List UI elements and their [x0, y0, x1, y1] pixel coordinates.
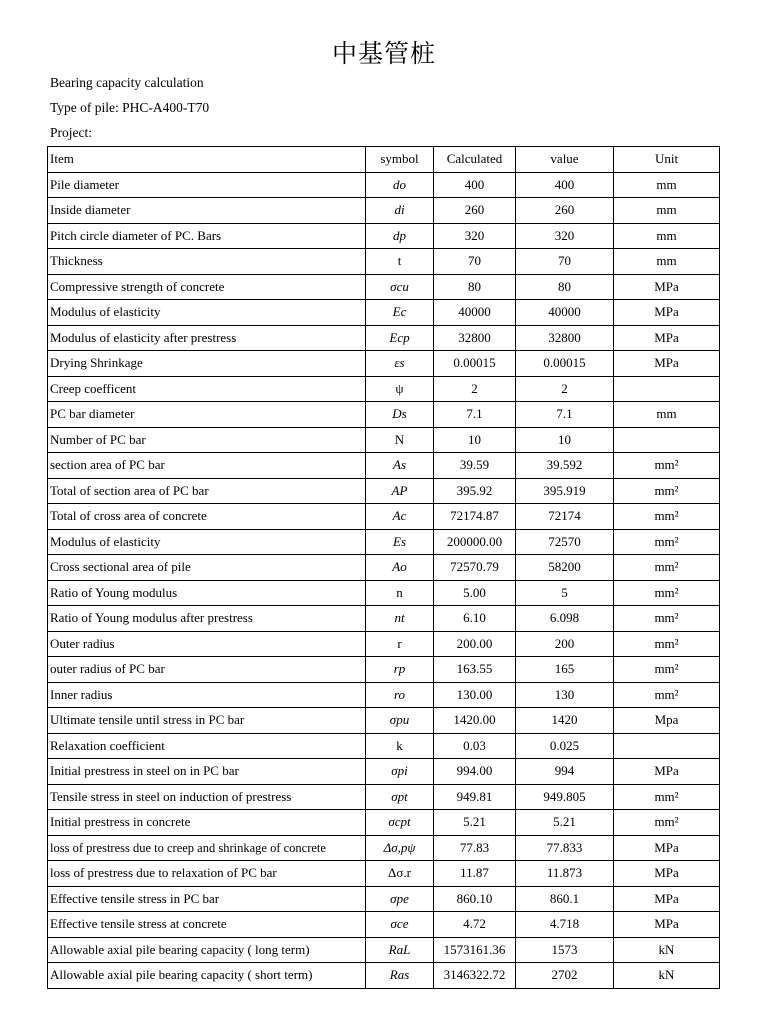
- cell-symbol: di: [366, 198, 434, 224]
- col-header-symbol: symbol: [366, 147, 434, 173]
- cell-symbol: σce: [366, 912, 434, 938]
- cell-symbol: Ac: [366, 504, 434, 530]
- cell-calculated: 130.00: [434, 682, 516, 708]
- cell-unit: mm²: [614, 478, 720, 504]
- cell-item: Compressive strength of concrete: [48, 274, 366, 300]
- cell-symbol: Ec: [366, 300, 434, 326]
- cell-calculated: 1420.00: [434, 708, 516, 734]
- cell-item: Modulus of elasticity: [48, 300, 366, 326]
- cell-calculated: 949.81: [434, 784, 516, 810]
- cell-symbol: t: [366, 249, 434, 275]
- table-row: [48, 580, 720, 606]
- cell-symbol: Ao: [366, 555, 434, 581]
- cell-value: 4.718: [516, 912, 614, 938]
- cell-unit: MPa: [614, 351, 720, 377]
- cell-symbol: nt: [366, 606, 434, 632]
- cell-unit: mm²: [614, 657, 720, 683]
- cell-unit: mm²: [614, 682, 720, 708]
- cell-item: Effective tensile stress at concrete: [48, 912, 366, 938]
- cell-value: 80: [516, 274, 614, 300]
- cell-value: 860.1: [516, 886, 614, 912]
- cell-item: Tensile stress in steel on induction of prestress: [48, 784, 366, 810]
- cell-item: Total of section area of PC bar: [48, 478, 366, 504]
- cell-item: Creep coefficent: [48, 376, 366, 402]
- cell-value: 6.098: [516, 606, 614, 632]
- cell-unit: mm²: [614, 784, 720, 810]
- page-title: 中基管桩: [331, 39, 436, 68]
- cell-calculated: 400: [434, 172, 516, 198]
- cell-item: section area of PC bar: [48, 453, 366, 479]
- cell-calculated: 6.10: [434, 606, 516, 632]
- table-row: [48, 402, 720, 428]
- cell-calculated: 70: [434, 249, 516, 275]
- doc-subtitle: Bearing capacity calculation: [50, 75, 204, 90]
- cell-calculated: 32800: [434, 325, 516, 351]
- cell-value: 39.592: [516, 453, 614, 479]
- cell-calculated: 994.00: [434, 759, 516, 785]
- cell-unit: mm: [614, 172, 720, 198]
- cell-item: Relaxation coefficient: [48, 733, 366, 759]
- cell-unit: mm: [614, 402, 720, 428]
- cell-value: 32800: [516, 325, 614, 351]
- cell-unit: MPa: [614, 861, 720, 887]
- cell-value: 200: [516, 631, 614, 657]
- cell-symbol: r: [366, 631, 434, 657]
- cell-value: 0.00015: [516, 351, 614, 377]
- cell-value: 1420: [516, 708, 614, 734]
- table-row: [48, 861, 720, 887]
- cell-value: 2: [516, 376, 614, 402]
- cell-value: 77.833: [516, 835, 614, 861]
- table-row: [48, 937, 720, 963]
- cell-unit: MPa: [614, 325, 720, 351]
- table-row: [48, 963, 720, 989]
- cell-calculated: 860.10: [434, 886, 516, 912]
- cell-symbol: ro: [366, 682, 434, 708]
- table-header-row: [48, 147, 720, 173]
- cell-calculated: 320: [434, 223, 516, 249]
- cell-symbol: N: [366, 427, 434, 453]
- cell-unit: MPa: [614, 274, 720, 300]
- cell-item: PC bar diameter: [48, 402, 366, 428]
- cell-symbol: RaL: [366, 937, 434, 963]
- cell-unit: mm²: [614, 504, 720, 530]
- cell-unit: mm²: [614, 580, 720, 606]
- cell-unit: MPa: [614, 835, 720, 861]
- cell-unit: [614, 427, 720, 453]
- cell-value: 5: [516, 580, 614, 606]
- cell-symbol: Ras: [366, 963, 434, 989]
- cell-item: Outer radius: [48, 631, 366, 657]
- table-row: [48, 733, 720, 759]
- table-row: [48, 759, 720, 785]
- table-row: [48, 453, 720, 479]
- cell-item: Total of cross area of concrete: [48, 504, 366, 530]
- cell-value: 10: [516, 427, 614, 453]
- cell-calculated: 395.92: [434, 478, 516, 504]
- cell-symbol: k: [366, 733, 434, 759]
- cell-item: Inner radius: [48, 682, 366, 708]
- cell-value: 7.1: [516, 402, 614, 428]
- cell-symbol: n: [366, 580, 434, 606]
- table-row: [48, 504, 720, 530]
- cell-value: 40000: [516, 300, 614, 326]
- cell-item: Drying Shrinkage: [48, 351, 366, 377]
- cell-value: 320: [516, 223, 614, 249]
- cell-calculated: 0.03: [434, 733, 516, 759]
- cell-unit: kN: [614, 963, 720, 989]
- cell-item: Inside diameter: [48, 198, 366, 224]
- cell-value: 994: [516, 759, 614, 785]
- cell-calculated: 72174.87: [434, 504, 516, 530]
- cell-item: Ratio of Young modulus: [48, 580, 366, 606]
- cell-symbol: do: [366, 172, 434, 198]
- cell-calculated: 4.72: [434, 912, 516, 938]
- table-row: [48, 708, 720, 734]
- cell-value: 400: [516, 172, 614, 198]
- cell-value: 72174: [516, 504, 614, 530]
- table-row: [48, 274, 720, 300]
- cell-item: Pile diameter: [48, 172, 366, 198]
- pile-type: Type of pile: PHC-A400-T70: [50, 100, 210, 115]
- table-row: [48, 172, 720, 198]
- cell-symbol: Δσ,pψ: [366, 835, 434, 861]
- cell-unit: mm: [614, 198, 720, 224]
- cell-value: 395.919: [516, 478, 614, 504]
- table-row: [48, 606, 720, 632]
- table-row: [48, 886, 720, 912]
- cell-symbol: σpt: [366, 784, 434, 810]
- cell-value: 1573: [516, 937, 614, 963]
- table-row: [48, 376, 720, 402]
- cell-calculated: 1573161.36: [434, 937, 516, 963]
- cell-value: 260: [516, 198, 614, 224]
- cell-item: Thickness: [48, 249, 366, 275]
- cell-unit: [614, 376, 720, 402]
- cell-symbol: ψ: [366, 376, 434, 402]
- cell-unit: mm: [614, 249, 720, 275]
- col-header-calculated: Calculated: [434, 147, 516, 173]
- cell-symbol: σcpt: [366, 810, 434, 836]
- cell-value: 72570: [516, 529, 614, 555]
- cell-item: Ratio of Young modulus after prestress: [48, 606, 366, 632]
- cell-calculated: 200.00: [434, 631, 516, 657]
- cell-item: loss of prestress due to creep and shrinkage of concrete: [48, 835, 366, 861]
- cell-item: Initial prestress in steel on in PC bar: [48, 759, 366, 785]
- cell-unit: mm²: [614, 453, 720, 479]
- cell-value: 5.21: [516, 810, 614, 836]
- table-row: [48, 427, 720, 453]
- table-row: [48, 810, 720, 836]
- cell-unit: mm²: [614, 529, 720, 555]
- table-row: [48, 223, 720, 249]
- table-row: [48, 631, 720, 657]
- cell-symbol: Ds: [366, 402, 434, 428]
- table-row: [48, 555, 720, 581]
- cell-symbol: dp: [366, 223, 434, 249]
- table-row: [48, 300, 720, 326]
- calculation-table: [47, 146, 720, 989]
- cell-unit: kN: [614, 937, 720, 963]
- cell-calculated: 200000.00: [434, 529, 516, 555]
- cell-calculated: 39.59: [434, 453, 516, 479]
- col-header-unit: Unit: [614, 147, 720, 173]
- cell-value: 70: [516, 249, 614, 275]
- cell-item: Allowable axial pile bearing capacity ( long term): [48, 937, 366, 963]
- cell-symbol: As: [366, 453, 434, 479]
- cell-item: Allowable axial pile bearing capacity ( short term): [48, 963, 366, 989]
- cell-item: Number of PC bar: [48, 427, 366, 453]
- cell-item: Cross sectional area of pile: [48, 555, 366, 581]
- table-row: [48, 529, 720, 555]
- cell-value: 2702: [516, 963, 614, 989]
- cell-symbol: σpu: [366, 708, 434, 734]
- cell-calculated: 77.83: [434, 835, 516, 861]
- table-row: [48, 682, 720, 708]
- cell-unit: mm²: [614, 810, 720, 836]
- cell-item: loss of prestress due to relaxation of PC bar: [48, 861, 366, 887]
- cell-value: 11.873: [516, 861, 614, 887]
- cell-value: 949.805: [516, 784, 614, 810]
- cell-calculated: 10: [434, 427, 516, 453]
- table-row: [48, 351, 720, 377]
- cell-calculated: 163.55: [434, 657, 516, 683]
- cell-item: Modulus of elasticity after prestress: [48, 325, 366, 351]
- cell-calculated: 5.00: [434, 580, 516, 606]
- table-row: [48, 198, 720, 224]
- cell-item: outer radius of PC bar: [48, 657, 366, 683]
- cell-item: Pitch circle diameter of PC. Bars: [48, 223, 366, 249]
- cell-symbol: εs: [366, 351, 434, 377]
- cell-item: Effective tensile stress in PC bar: [48, 886, 366, 912]
- cell-calculated: 72570.79: [434, 555, 516, 581]
- table-row: [48, 478, 720, 504]
- cell-symbol: Es: [366, 529, 434, 555]
- cell-symbol: σpe: [366, 886, 434, 912]
- cell-symbol: AP: [366, 478, 434, 504]
- cell-item: Modulus of elasticity: [48, 529, 366, 555]
- cell-symbol: Ecp: [366, 325, 434, 351]
- cell-unit: mm²: [614, 606, 720, 632]
- project-label: Project:: [50, 125, 92, 140]
- cell-calculated: 260: [434, 198, 516, 224]
- cell-unit: Mpa: [614, 708, 720, 734]
- cell-value: 0.025: [516, 733, 614, 759]
- cell-item: Ultimate tensile until stress in PC bar: [48, 708, 366, 734]
- cell-unit: MPa: [614, 912, 720, 938]
- table-row: [48, 835, 720, 861]
- cell-value: 58200: [516, 555, 614, 581]
- cell-item: Initial prestress in concrete: [48, 810, 366, 836]
- cell-calculated: 11.87: [434, 861, 516, 887]
- cell-unit: mm: [614, 223, 720, 249]
- table-row: [48, 912, 720, 938]
- cell-unit: MPa: [614, 300, 720, 326]
- cell-unit: mm²: [614, 631, 720, 657]
- cell-calculated: 40000: [434, 300, 516, 326]
- table-row: [48, 657, 720, 683]
- table-row: [48, 325, 720, 351]
- cell-calculated: 7.1: [434, 402, 516, 428]
- cell-unit: MPa: [614, 886, 720, 912]
- cell-calculated: 5.21: [434, 810, 516, 836]
- cell-value: 165: [516, 657, 614, 683]
- cell-calculated: 0.00015: [434, 351, 516, 377]
- col-header-value: value: [516, 147, 614, 173]
- table-row: [48, 784, 720, 810]
- cell-calculated: 2: [434, 376, 516, 402]
- cell-calculated: 3146322.72: [434, 963, 516, 989]
- cell-symbol: σpi: [366, 759, 434, 785]
- cell-unit: mm²: [614, 555, 720, 581]
- cell-symbol: Δσ.r: [366, 861, 434, 887]
- cell-unit: [614, 733, 720, 759]
- col-header-item: Item: [48, 147, 366, 173]
- cell-calculated: 80: [434, 274, 516, 300]
- cell-symbol: rp: [366, 657, 434, 683]
- cell-symbol: σcu: [366, 274, 434, 300]
- cell-unit: MPa: [614, 759, 720, 785]
- table-row: [48, 249, 720, 275]
- cell-value: 130: [516, 682, 614, 708]
